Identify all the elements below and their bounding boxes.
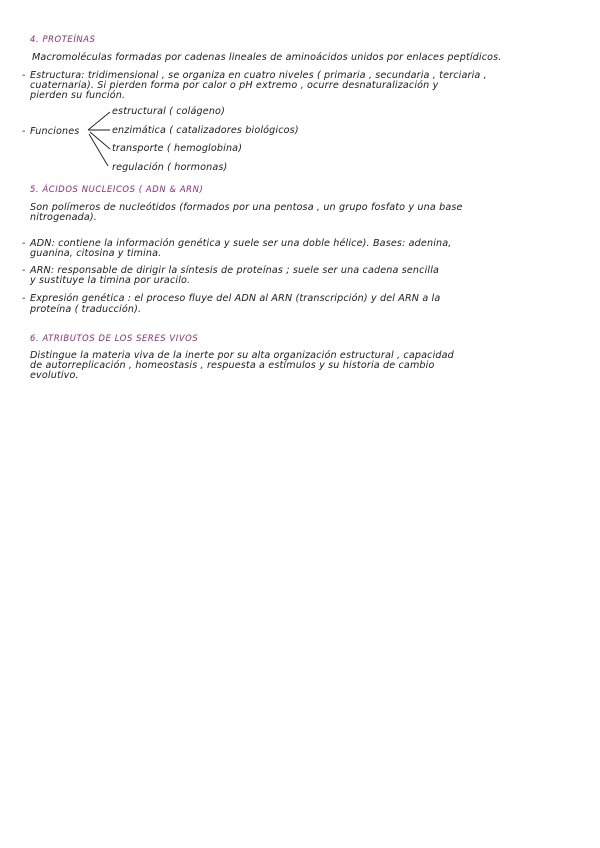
atributos-line-2: de autorreplicación , homeostasis , respuesta a estímulos y su historia de cambio <box>30 360 435 371</box>
acidos-intro-line-2: nitrogenada). <box>30 212 97 223</box>
funcion-regulacion: regulación ( hormonas) <box>112 162 228 173</box>
funcion-estructural: estructural ( colágeno) <box>112 106 225 117</box>
section-6-heading: 6. ATRIBUTOS DE LOS SERES VIVOS <box>30 333 199 343</box>
bullet-dash: - <box>22 293 26 304</box>
estructura-line-2: cuaternaria). Si pierden forma por calor o pH extremo , ocurre desnaturalización y <box>30 80 439 91</box>
bullet-dash: - <box>22 238 26 249</box>
estructura-line-1: Estructura: tridimensional , se organiza en cuatro niveles ( primaria , secundaria , terciaria , <box>30 70 487 81</box>
estructura-line-3: pierden su función. <box>30 90 126 101</box>
acidos-intro-line-1: Son polímeros de nucleótidos (formados por una pentosa , un grupo fosfato y una base <box>30 202 463 213</box>
section-5-heading: 5. ÁCIDOS NUCLEICOS ( ADN & ARN) <box>30 184 204 194</box>
funcion-transporte: transporte ( hemoglobina) <box>112 143 243 154</box>
adn-line-1: ADN: contiene la información genética y suele ser una doble hélice). Bases: adenina, <box>30 238 452 249</box>
atributos-line-3: evolutivo. <box>30 370 79 381</box>
bullet-dash: - <box>22 126 26 137</box>
funciones-label: Funciones <box>30 126 80 137</box>
expresion-line-2: proteína ( traducción). <box>30 304 142 315</box>
adn-line-2: guanina, citosina y timina. <box>30 248 162 259</box>
arn-line-2: y sustituye la timina por uracilo. <box>30 275 191 286</box>
expresion-line-1: Expresión genética : el proceso fluye del ADN al ARN (transcripción) y del ARN a la <box>30 293 441 304</box>
section-4-heading: 4. PROTEÍNAS <box>30 34 96 44</box>
bullet-dash: - <box>22 70 26 81</box>
arn-line-1: ARN: responsable de dirigir la síntesis de proteínas ; suele ser una cadena sencilla <box>30 265 440 276</box>
bullet-dash: - <box>22 265 26 276</box>
atributos-line-1: Distingue la materia viva de la inerte por su alta organización estructural , capacidad <box>30 350 454 361</box>
funcion-enzimatica: enzimática ( catalizadores biológicos) <box>112 125 299 136</box>
section-4-intro: Macromoléculas formadas por cadenas lineales de aminoácidos unidos por enlaces peptídicos. <box>32 52 502 63</box>
